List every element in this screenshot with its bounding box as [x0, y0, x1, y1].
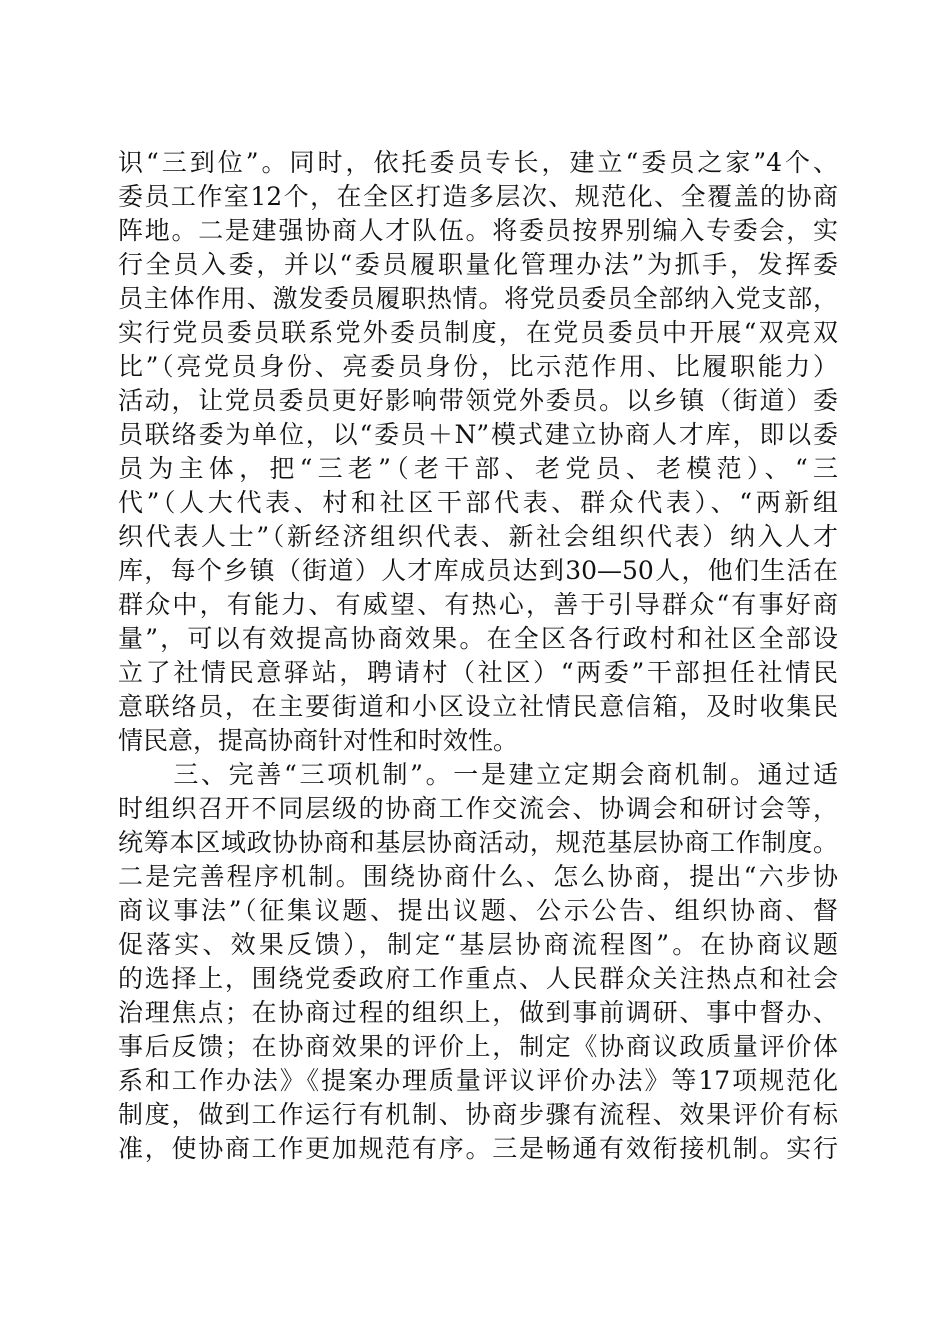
text-line: 立了社情民意驿站，聘请村（社区）“两委”干部担任社情民 — [118, 658, 838, 687]
text-line: 统筹本区域政协协商和基层协商活动，规范基层协商工作制度。 — [118, 828, 838, 857]
text-line: 识“三到位”。同时，依托委员专长，建立“委员之家”4个、 — [118, 148, 838, 177]
text-line: 库，每个乡镇（街道）人才库成员达到30—50人，他们生活在 — [118, 556, 838, 585]
text-line: 比”（亮党员身份、亮委员身份，比示范作用、比履职能力） — [118, 352, 838, 381]
text-line: 的选择上，围绕党委政府工作重点、人民群众关注热点和社会 — [118, 964, 838, 993]
text-line: 治理焦点；在协商过程的组织上，做到事前调研、事中督办、 — [118, 998, 838, 1027]
text-line: 阵地。二是建强协商人才队伍。将委员按界别编入专委会，实 — [118, 216, 838, 245]
body-text — [118, 146, 838, 1166]
text-line: 群众中，有能力、有威望、有热心，善于引导群众“有事好商 — [118, 590, 838, 619]
text-line: 代”（人大代表、村和社区干部代表、群众代表）、“两新组 — [118, 488, 838, 517]
text-line: 促落实、效果反馈），制定“基层协商流程图”。在协商议题 — [118, 930, 838, 959]
text-line: 活动，让党员委员更好影响带领党外委员。以乡镇（街道）委 — [118, 386, 838, 415]
text-line: 织代表人士”（新经济组织代表、新社会组织代表）纳入人才 — [118, 522, 838, 551]
text-line: 准，使协商工作更加规范有序。三是畅通有效衔接机制。实行 — [118, 1134, 838, 1163]
text-line: 员主体作用、激发委员履职热情。将党员委员全部纳入党支部， — [118, 284, 838, 313]
text-line: 意联络员，在主要街道和小区设立社情民意信箱，及时收集民 — [118, 692, 838, 721]
text-line: 员为主体，把“三老”（老干部、老党员、老模范）、“三 — [118, 454, 838, 483]
text-line: 系和工作办法》《提案办理质量评议评价办法》等17项规范化 — [118, 1066, 838, 1095]
text-line: 量”，可以有效提高协商效果。在全区各行政村和社区全部设 — [118, 624, 838, 653]
text-line: 二是完善程序机制。围绕协商什么、怎么协商，提出“六步协 — [118, 862, 838, 891]
text-line: 时组织召开不同层级的协商工作交流会、协调会和研讨会等， — [118, 794, 838, 823]
text-line: 商议事法”（征集议题、提出议题、公示公告、组织协商、督 — [118, 896, 838, 925]
text-line: 情民意，提高协商针对性和时效性。 — [118, 726, 519, 755]
text-line: 实行党员委员联系党外委员制度，在党员委员中开展“双亮双 — [118, 318, 838, 347]
text-line: 制度，做到工作运行有机制、协商步骤有流程、效果评价有标 — [118, 1100, 838, 1129]
text-line: 事后反馈；在协商效果的评价上，制定《协商议政质量评价体 — [118, 1032, 838, 1061]
text-line: 员联络委为单位，以“委员＋N”模式建立协商人才库，即以委 — [118, 420, 838, 449]
text-line: 行全员入委，并以“委员履职量化管理办法”为抓手，发挥委 — [118, 250, 838, 279]
text-line: 三、完善“三项机制”。一是建立定期会商机制。通过适 — [118, 760, 838, 789]
text-line: 委员工作室12个，在全区打造多层次、规范化、全覆盖的协商 — [118, 182, 838, 211]
